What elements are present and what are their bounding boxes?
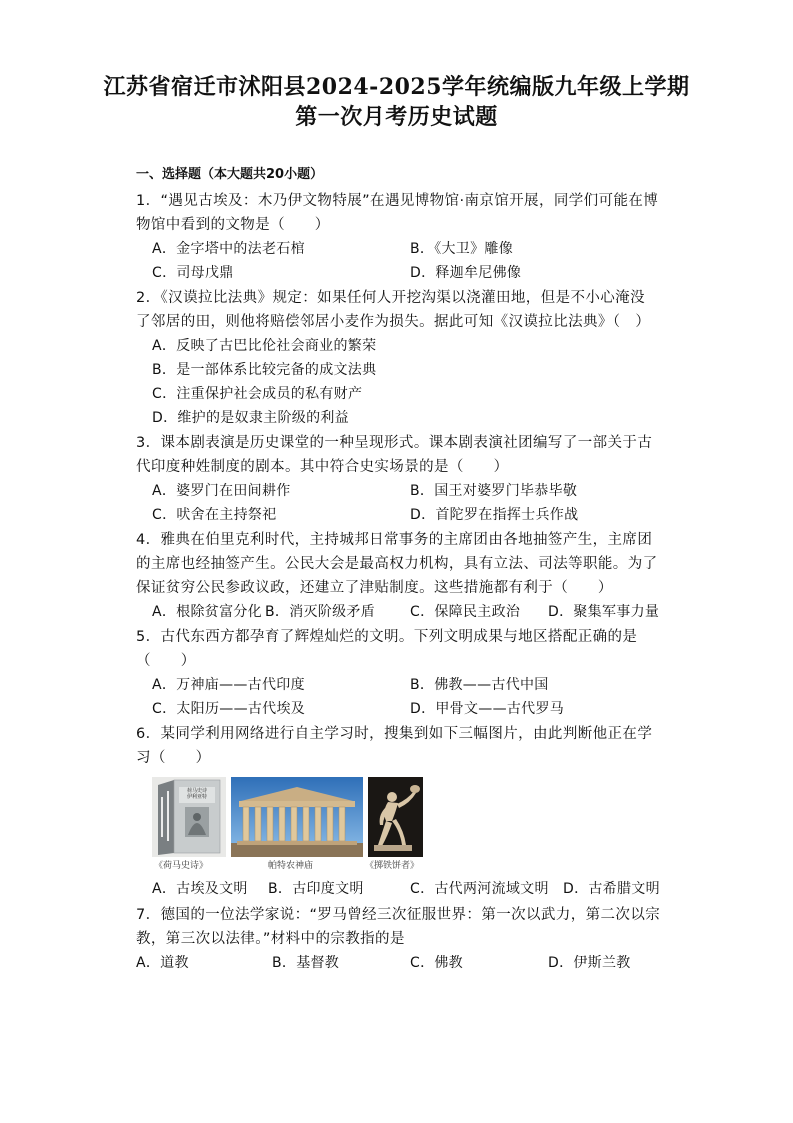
question-text-line: 保证贫穷公民参政议政，还建立了津贴制度。这些措施都有利于（ ）: [136, 580, 613, 596]
question-text-line: 4．雅典在伯里克利时代，主持城邦日常事务的主席团由各地抽签产生，主席团: [136, 532, 653, 548]
option-d[interactable]: D．古希腊文明: [563, 881, 660, 897]
option-c[interactable]: C．注重保护社会成员的私有财产: [152, 386, 363, 402]
homer-epic-book-image: [152, 777, 226, 857]
option-b[interactable]: B．是一部体系比较完备的成文法典: [152, 362, 377, 378]
exam-title-line1: 江苏省宿迁市沭阳县2024-2025学年统编版九年级上学期: [103, 74, 690, 100]
option-b[interactable]: B．基督教: [272, 955, 340, 971]
option-c[interactable]: C．司母戊鼎: [152, 265, 234, 281]
option-c[interactable]: C．古代两河流域文明: [410, 881, 549, 897]
option-a[interactable]: A．反映了古巴比伦社会商业的繁荣: [152, 338, 377, 354]
option-d[interactable]: D．甲骨文——古代罗马: [410, 701, 565, 717]
question-text-line: 物馆中看到的文物是（ ）: [136, 217, 330, 233]
option-c[interactable]: C．吠舍在主持祭祀: [152, 507, 277, 523]
question-text-line: 1．“遇见古埃及：木乃伊文物特展”在遇见博物馆·南京馆开展，同学们可能在博: [136, 193, 659, 209]
option-a[interactable]: A．古埃及文明: [152, 881, 248, 897]
book-cover-title: 荷马史诗: [186, 788, 207, 794]
question-5: [136, 625, 676, 673]
book-cover-subtitle: 伊利亚特: [186, 794, 207, 800]
figure-caption: 《掷铁饼者》: [365, 861, 420, 871]
question-text-line: 7．德国的一位法学家说：“罗马曾经三次征服世界：第一次以武力，第二次以宗: [136, 907, 661, 923]
question-text-line: 3．课本剧表演是历史课堂的一种呈现形式。课本剧表演社团编写了一部关于古: [136, 435, 653, 451]
question-3: [136, 431, 676, 479]
exam-title-line2: 第一次月考历史试题: [295, 104, 498, 130]
option-d[interactable]: D．维护的是奴隶主阶级的利益: [152, 410, 349, 426]
question-text-line: 代印度种姓制度的剧本。其中符合史实场景的是（ ）: [136, 459, 509, 475]
option-d[interactable]: D．首陀罗在指挥士兵作战: [410, 507, 579, 523]
question-text-line: 2．《汉谟拉比法典》规定：如果任何人开挖沟渠以浇灌田地，但是不小心淹没: [136, 290, 645, 306]
question-text-line: （ ）: [136, 653, 196, 669]
question-text-line: 6．某同学利用网络进行自主学习时，搜集到如下三幅图片，由此判断他正在学: [136, 726, 653, 742]
figure-caption: 《荷马史诗》: [154, 861, 209, 871]
option-d[interactable]: D．聚集军事力量: [548, 604, 660, 620]
option-d[interactable]: D．释迦牟尼佛像: [410, 265, 522, 281]
option-d[interactable]: D．伊斯兰教: [548, 955, 631, 971]
question-2: [136, 286, 676, 334]
option-a[interactable]: A．道教: [136, 955, 189, 971]
option-c[interactable]: C．佛教: [410, 955, 463, 971]
question-4: [136, 528, 676, 600]
option-b[interactable]: B．国王对婆罗门毕恭毕敬: [410, 483, 578, 499]
option-b[interactable]: B．消灭阶级矛盾: [265, 604, 376, 620]
option-a[interactable]: A．婆罗门在田间耕作: [152, 483, 291, 499]
option-a[interactable]: A．万神庙——古代印度: [152, 677, 305, 693]
section-heading: 一、选择题（本大题共20小题）: [136, 167, 324, 182]
option-a[interactable]: A．根除贫富分化: [152, 604, 262, 620]
question-text-line: 了邻居的田，则他将赔偿邻居小麦作为损失。据此可知《汉谟拉比法典》（ ）: [136, 314, 651, 330]
question-text-line: 5．古代东西方都孕育了辉煌灿烂的文明。下列文明成果与地区搭配正确的是: [136, 629, 638, 645]
figure-caption: 帕特农神庙: [268, 861, 314, 871]
option-c[interactable]: C．保障民主政治: [410, 604, 521, 620]
option-a[interactable]: A．金字塔中的法老石棺: [152, 241, 305, 257]
question-text-line: 的主席也经抽签产生。公民大会是最高权力机构，具有立法、司法等职能。为了: [136, 556, 658, 572]
question-6: [136, 722, 676, 770]
question-7: [136, 903, 676, 951]
discobolus-image: [368, 777, 423, 857]
option-b[interactable]: B．古印度文明: [268, 881, 364, 897]
parthenon-image: [231, 777, 363, 857]
option-c[interactable]: C．太阳历——古代埃及: [152, 701, 306, 717]
question-text-line: 教，第三次以法律。”材料中的宗教指的是: [136, 931, 405, 947]
question-text-line: 习（ ）: [136, 750, 211, 766]
question-1: [136, 189, 676, 237]
question-6-figures: [152, 777, 427, 872]
option-b[interactable]: B．《大卫》雕像: [410, 241, 514, 257]
option-b[interactable]: B．佛教——古代中国: [410, 677, 549, 693]
